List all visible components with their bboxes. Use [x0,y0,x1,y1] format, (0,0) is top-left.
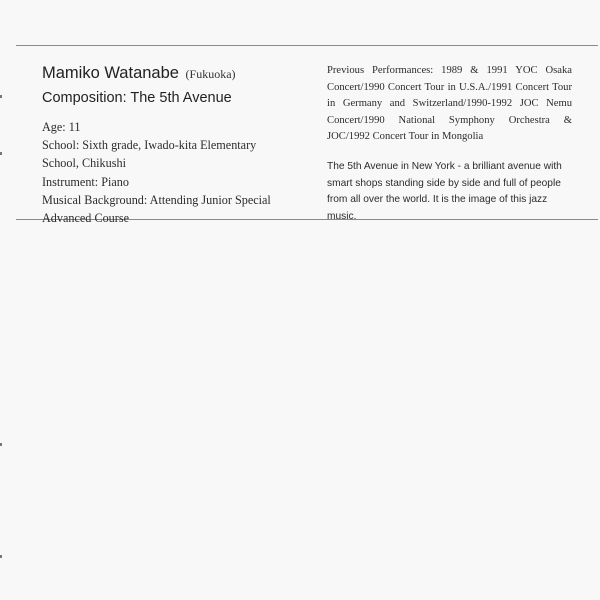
school-line-continued: School, Chikushi [42,156,126,171]
edge-mark [0,443,2,446]
composition-description: The 5th Avenue in New York - a brilliant avenue with smart shops standing side by side and full of people from all over the world. It is the image of this jazz music. [327,160,562,222]
performer-info [42,63,302,227]
performer-details [42,118,302,227]
background-line-continued: Advanced Course [42,211,129,226]
performer-heading [42,63,302,85]
composition-title: Composition: The 5th Avenue [42,90,232,106]
school-line: School: Sixth grade, Iwado-kita Elementary [42,138,257,153]
performer-name: Mamiko Watanabe [42,64,179,82]
background-line: Musical Background: Attending Junior Special [42,192,271,207]
edge-mark [0,95,2,98]
edge-mark [0,152,2,155]
performance-info [327,63,572,225]
performer-region: (Fukuoka) [185,67,236,81]
edge-mark [0,555,2,558]
previous-performances: Previous Performances: 1989 & 1991 YOC Osaka Concert/1990 Concert Tour in U.S.A./1991 Concert Tour in Germany and Switzerland/1990-1992 JOC Nemu Concert/1990 National Symphony Orchestra & JOC/1992 Concert Tour in Mongolia [327,65,572,143]
instrument-line: Instrument: Piano [42,174,129,189]
age-line: Age: 11 [42,120,81,134]
